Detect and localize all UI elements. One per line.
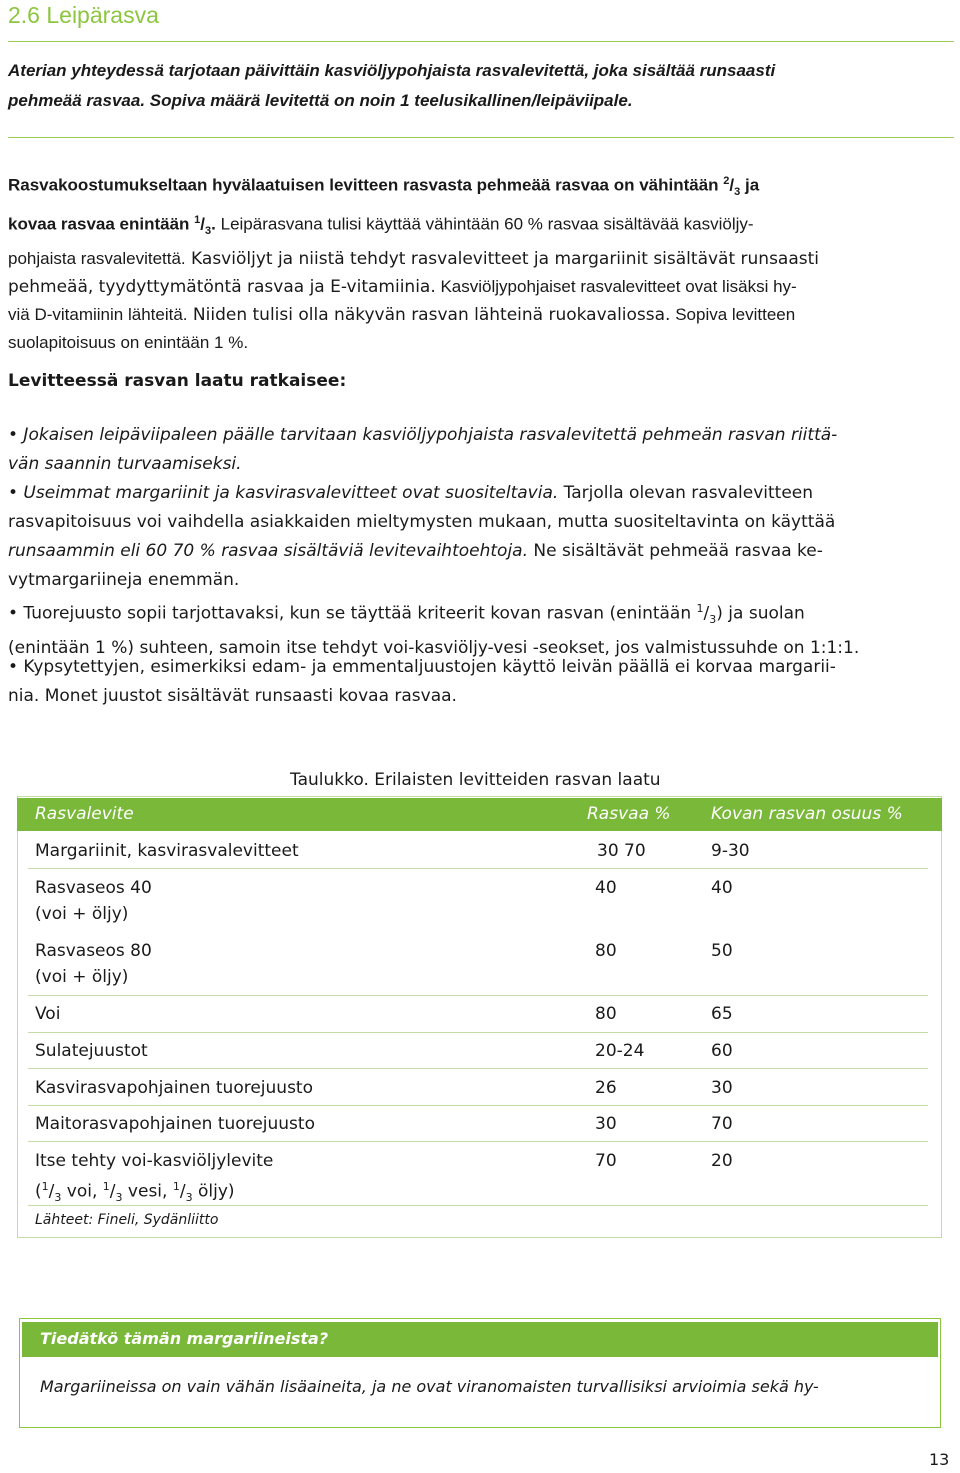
bullet-line: (enintään 1 %) suhteen, samoin itse tehdyt voi-kasviöljy-vesi -seokset, jos valmistussuhde on 1:1:1. (8, 638, 860, 659)
fraction-denominator: 3 (709, 613, 717, 627)
table-cell: 70 (711, 1114, 733, 1134)
table-cell: 70 (595, 1151, 617, 1171)
intro-divider (8, 137, 954, 138)
row-divider (28, 868, 928, 869)
bullet-line: rasvapitoisuus voi vaihdella asiakkaiden mieltymysten mukaan, mutta suositeltavinta on käyttää (8, 512, 836, 532)
info-box-text: Margariineissa on vain vähän lisäaineita, ja ne ovat viranomaisten turvallisiksi arvioimia sekä hy- (40, 1377, 819, 1396)
text-run: pehmeää, tyydyttymätöntä rasvaa ja E-vitamiinia. (8, 277, 436, 298)
bullet-item (8, 653, 954, 711)
table-cell: Rasvaseos 40 (voi + öljy) (35, 878, 152, 924)
bullet-line: vytmargariineja enemmän. (8, 570, 240, 590)
text-run: . (211, 214, 216, 234)
text-run: pohjaista rasvalevitettä. (8, 249, 186, 269)
table-cell: 20 (711, 1151, 733, 1171)
fraction-slash: / (703, 603, 710, 624)
row-divider (28, 995, 928, 996)
row-divider (28, 1068, 928, 1069)
table-cell: Maitorasvapohjainen tuorejuusto (35, 1114, 315, 1134)
table-cell: 9-30 (711, 841, 750, 861)
column-header: Rasvalevite (35, 804, 134, 824)
intro-line: pehmeää rasvaa. Sopiva määrä levitettä on noin 1 teelusikallinen/leipäviipale. (8, 91, 633, 110)
fraction-numerator: 1 (696, 602, 704, 615)
text-run: Kasviöljypohjaiset rasvalevitteet ovat lisäksi hy- (435, 277, 797, 297)
bullet-line: • Jokaisen leipäviipaleen päälle tarvitaan kasviöljypohjaista rasvalevitettä pehmeän rasvan riittä- (8, 425, 838, 445)
table-cell: Voi (35, 1004, 61, 1024)
bullet-line: ) ja suolan (716, 603, 805, 624)
bullet-item (8, 421, 954, 479)
fraction-denominator: 3 (734, 186, 741, 199)
table-cell: 60 (711, 1041, 733, 1061)
text-run: viä D-vitamiinin lähteitä. (8, 305, 188, 325)
text-run: Kasviöljyt ja niistä tehdyt rasvalevitteet ja margariinit sisältävät runsaasti (185, 249, 820, 270)
table-cell: Sulatejuustot (35, 1041, 148, 1061)
text-run: Rasvakoostumukseltaan hyvälaatuisen levitteen rasvasta pehmeää rasvaa on vähintään (8, 175, 724, 195)
table-cell: 65 (711, 1004, 733, 1024)
bullet-line: Ne sisältävät pehmeää rasvaa ke- (528, 541, 823, 561)
fraction-slash: / (729, 175, 735, 195)
column-header: Rasvaa % (587, 804, 671, 824)
bullet-line: nia. Monet juustot sisältävät runsaasti kovaa rasvaa. (8, 686, 457, 706)
text-run: ja (740, 175, 760, 195)
text-run: Niiden tulisi olla näkyvän rasvan lähteinä ruokavaliossa. (187, 305, 671, 326)
bullet-line: vän saannin turvaamiseksi. (8, 454, 242, 474)
body-paragraph (8, 167, 954, 357)
page-number: 13 (929, 1450, 950, 1469)
table-cell: 40 (595, 878, 617, 898)
table-cell: Rasvaseos 80 (voi + öljy) (35, 941, 152, 987)
info-box-title: Tiedätkö tämän margariineista? (40, 1329, 329, 1348)
text-run: kovaa rasvaa enintään (8, 214, 195, 234)
fraction-denominator: 3 (205, 225, 212, 238)
bullet-line: • Kypsytettyjen, esimerkiksi edam- ja emmentaljuustojen käyttö leivän päällä ei korvaa margarii- (8, 657, 836, 677)
table-cell: 20-24 (595, 1041, 645, 1061)
bullet-item (8, 479, 954, 595)
text-run: Sopiva levitteen (670, 305, 796, 325)
fraction-slash: / (200, 214, 206, 234)
bullet-line: Tarjolla olevan rasvalevitteen (558, 483, 814, 503)
info-box-header (22, 1322, 940, 1357)
table-cell: 40 (711, 878, 733, 898)
table-cell: Kasvirasvapohjainen tuorejuusto (35, 1078, 314, 1098)
row-divider (28, 1032, 928, 1033)
table-cell: Itse tehty voi-kasviöljylevite ($^1/_3$ voi, $^1/_3$ vesi, $^1/_3$ öljy) (35, 1151, 274, 1205)
table-cell: 30 (595, 1114, 617, 1134)
table-header-row (17, 798, 942, 831)
bullet-line: runsaammin eli 60 70 % rasvaa sisältäviä levitevaihtoehtoja. (8, 541, 528, 561)
table-caption: Taulukko. Erilaisten levitteiden rasvan laatu (290, 770, 661, 790)
table-cell: 30 (711, 1078, 733, 1098)
row-divider (28, 1105, 928, 1106)
intro-paragraph (8, 56, 954, 116)
title-divider (8, 41, 954, 42)
page-title: 2.6 Leipärasva (8, 2, 159, 28)
bullet-line: • Useimmat margariinit ja kasvirasvalevitteet ovat suositeltavia. (8, 483, 559, 503)
text-run: suolapitoisuus on enintään 1 %. (8, 333, 249, 353)
row-divider (28, 1141, 928, 1142)
table-sources: Lähteet: Fineli, Sydänliitto (35, 1212, 219, 1228)
table-cell: Margariinit, kasvirasvalevitteet (35, 841, 299, 861)
bullet-line: • Tuorejuusto sopii tarjottavaksi, kun se täyttää kriteerit kovan rasvan (enintään (8, 603, 697, 624)
intro-line: Aterian yhteydessä tarjotaan päivittäin kasviöljypohjaista rasvalevitettä, joka sisältää runsaasti (8, 61, 776, 80)
table-cell: 50 (711, 941, 733, 961)
column-header: Kovan rasvan osuus % (711, 804, 903, 824)
table-cell: 80 (595, 941, 617, 961)
fraction-numerator: 1 (194, 214, 201, 227)
fraction-numerator: 2 (723, 175, 730, 187)
table-cell: 30 70 (597, 841, 646, 861)
text-run: Leipärasvana tulisi käyttää vähintään 60 % rasvaa sisältävää kasviöljy- (215, 214, 754, 234)
table-cell: 80 (595, 1004, 617, 1024)
section-subheading: Levitteessä rasvan laatu ratkaisee: (8, 371, 347, 391)
table-cell: 26 (595, 1078, 617, 1098)
row-divider (28, 1205, 928, 1206)
